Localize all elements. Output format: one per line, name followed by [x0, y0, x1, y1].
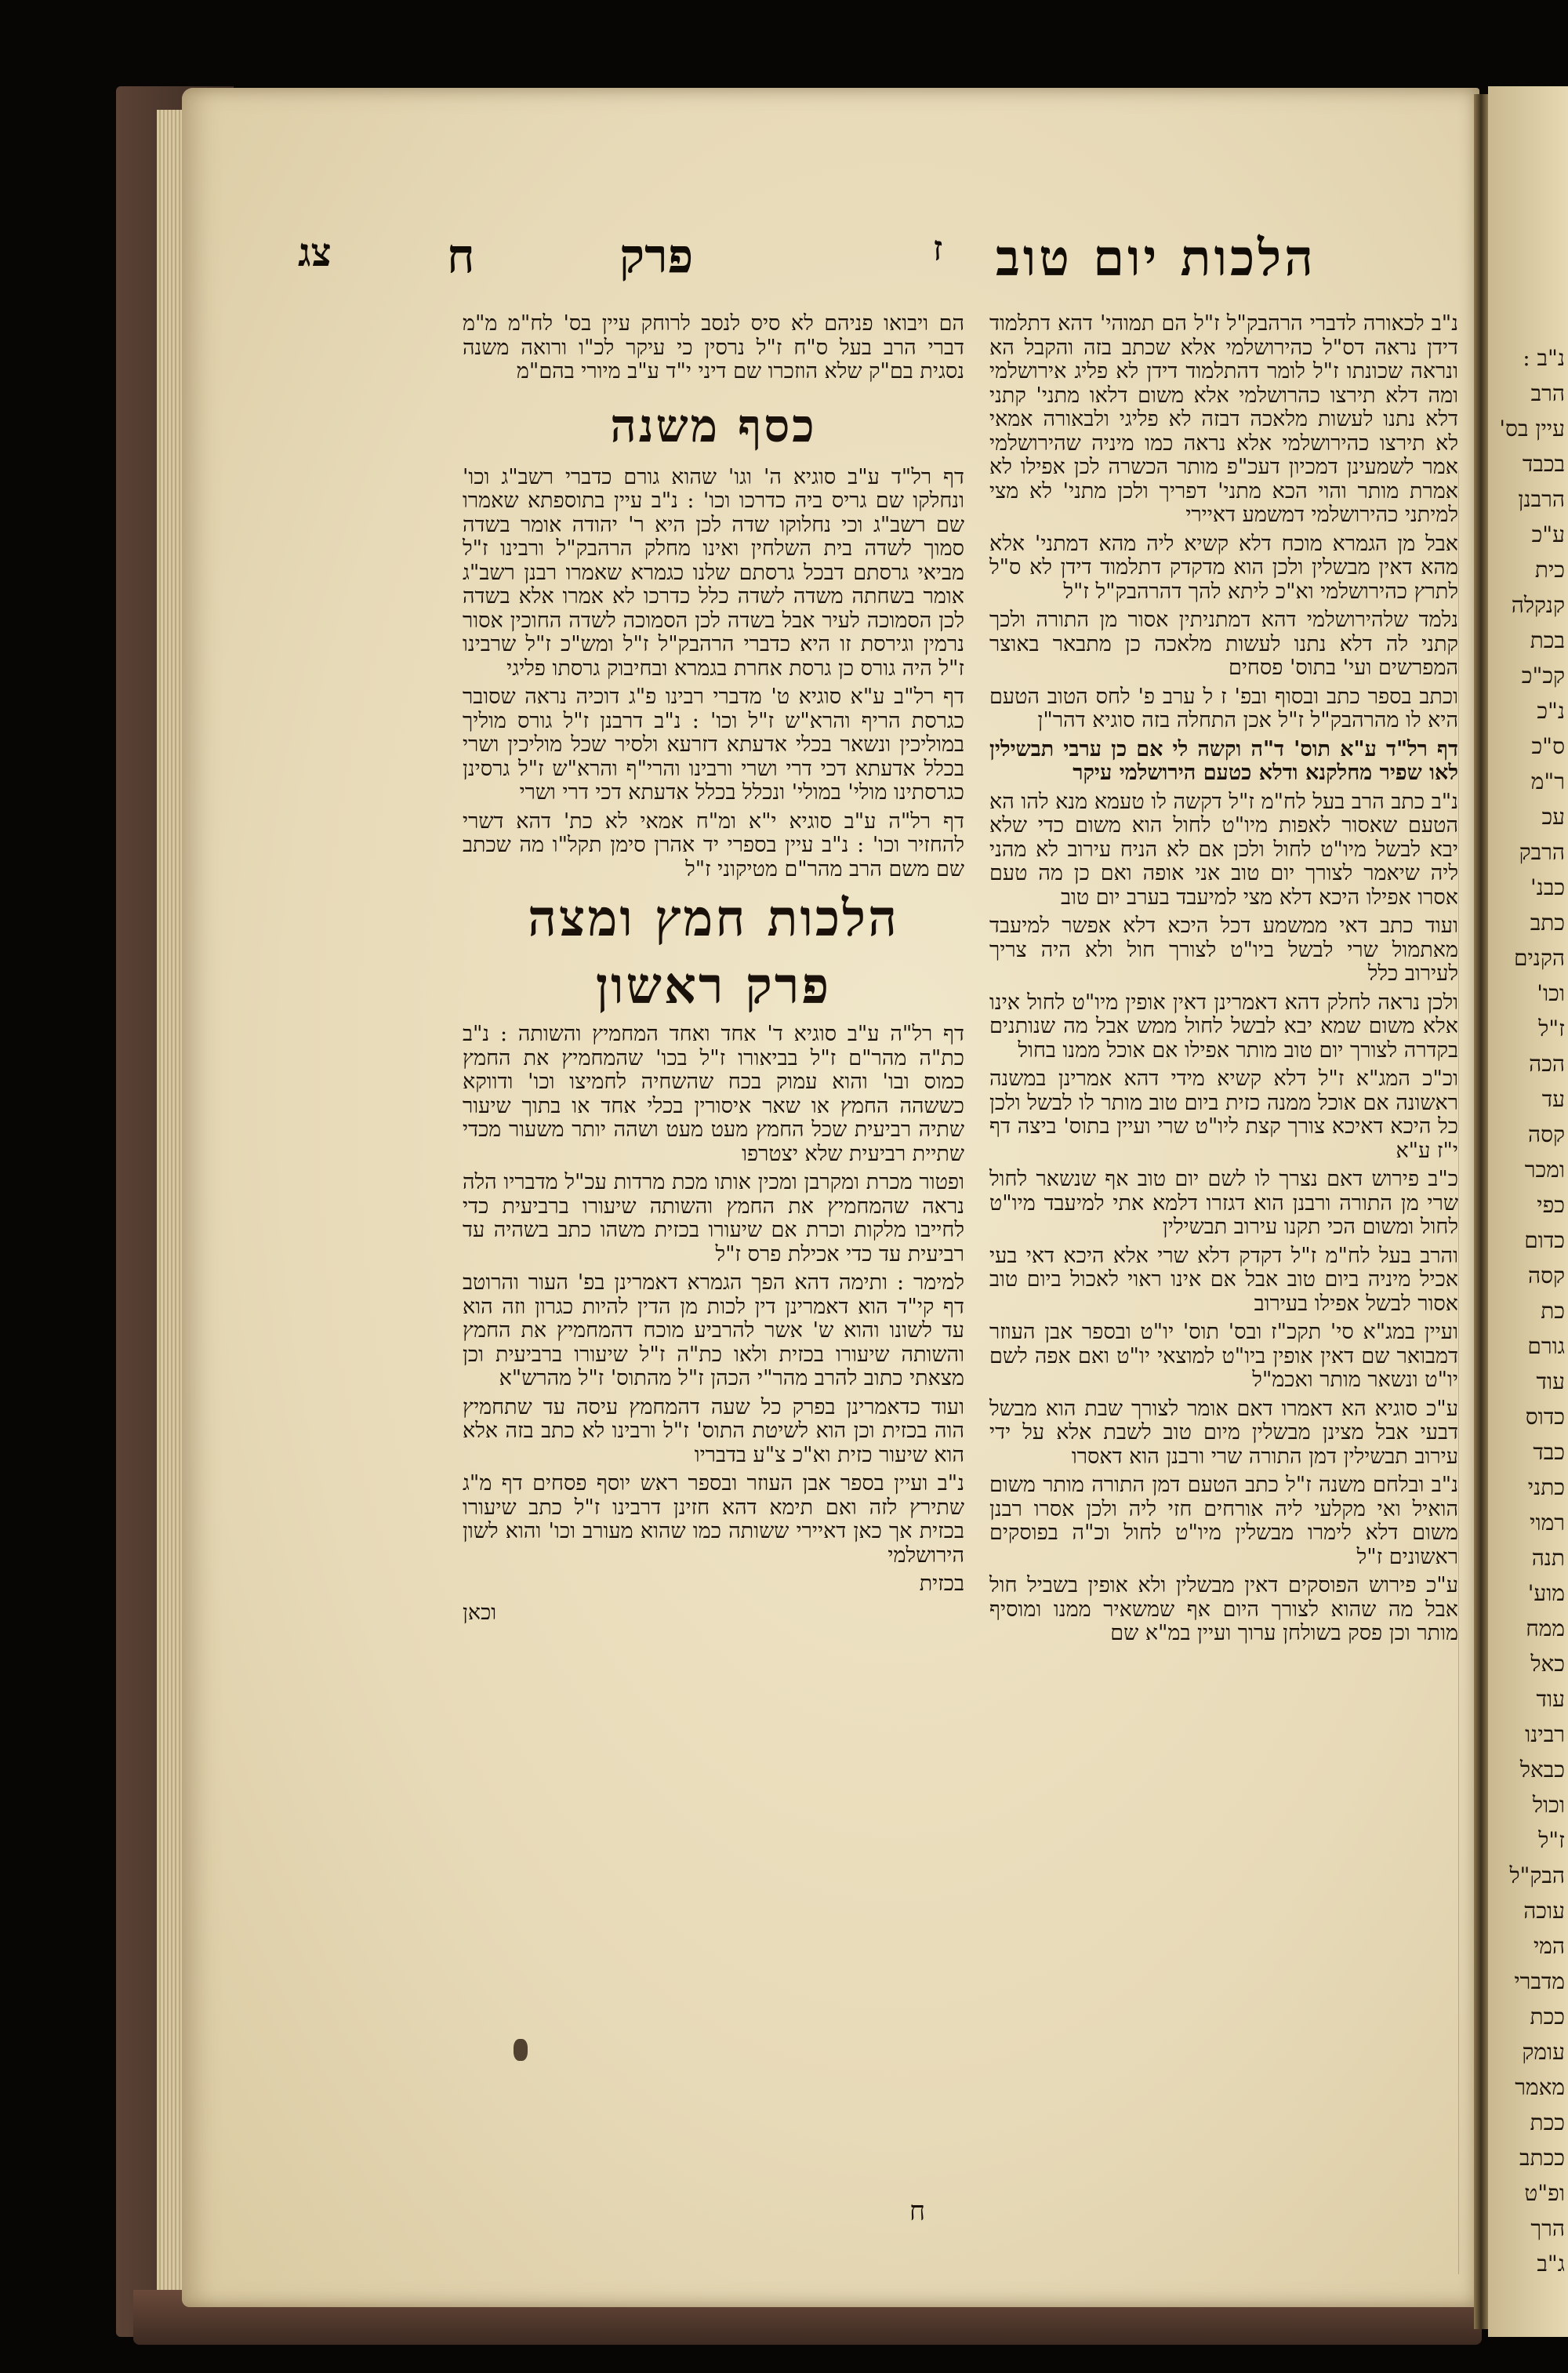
text-paragraph: ועוד כתב דאי ממשמע דכל היכא דלא אפשר למיעבד מאתמול שרי לבשל ביו"ט לצורך חול ולא היה צריך לעירוב כלל	[989, 914, 1458, 986]
next-page-line: ופ"ט	[1524, 2180, 1565, 2206]
next-page-line: כבד	[1533, 1439, 1565, 1465]
running-head-title: הלכות יום טוב	[996, 229, 1316, 288]
text-paragraph: דף רל"ב ע"א סוגיא ט' מדברי רבינו פ"ג דוכיה נראה שסובר כגרסת הריף והרא"ש ז"ל וכו' : נ"ב דרבנן ז"ל גורס מוליך במוליכין ונשאר בכלי אדעתא דזרעא ולסיר שכל מוליכין ושרי בכלל אדעתא דכי דרי ושרי ורבינו והרי"ף והרא"ש ז"ל גרסינן כגרסתינו מולי' במולי' ונכלל בכלל אדעתא דכי דרי ושרי	[463, 685, 964, 805]
next-page-line: קסה	[1527, 1263, 1565, 1288]
text-paragraph: ופטור מכרת ומקרבן ומכין אותו מכת מרדות עכ"ל מדבריו הלה נראה שהמחמיץ את החמץ והשותה שיעורו ברביעית כדי לחייבו מלקות וכרת אם שיעורו בכזית משהו כתב בשהיה עד רביעית עד כדי אכילת פרס ז"ל	[463, 1170, 964, 1266]
next-page-line: רמוי	[1530, 1510, 1565, 1535]
next-page-line: כבאל	[1519, 1757, 1565, 1782]
text-paragraph: ע"כ פירוש הפוסקים דאין מבשלין ולא אופין בשביל חול אבל מה שהוא לצורך היום אף שמשאיר ממנו ומוסיף מותר וכן פסק בשולחן ערוך ועיין במ"א שם	[989, 1573, 1458, 1645]
text-paragraph: וכ"כ המג"א ז"ל דלא קשיא מידי דהא אמרינן במשנה ראשונה אם אוכל ממנה כזית ביום טוב מותר לו לבשל ולכן כל היכא דאיכא צורך קצת ליו"ט שרי ועיין בתוס' ביצה דף י"ז ע"א	[989, 1067, 1458, 1163]
text-paragraph: ועוד כדאמרינן בפרק כל שעה דהמחמץ עיסה עד שתחמיץ הוה בכזית וכן הוא לשיטת התוס' ז"ל ורבינו לא כתב בזה אלא הוא שיעור כזית וא"כ צ"ע בדבריו	[463, 1394, 964, 1467]
next-page-line: קכ"כ	[1521, 663, 1565, 689]
next-page-line: עומק	[1522, 2039, 1565, 2065]
next-page-line: ס"כ	[1531, 733, 1565, 759]
next-page-line: ז"ל	[1538, 1827, 1565, 1853]
text-paragraph: ולכן נראה לחלק דהא דאמרינן דאין אופין מיו"ט לחול אינו אלא משום שמא יבא לבשל לחול ממש אבל מה שנותנים בקדרה לצורך יום טוב מותר אפילו אם אוכל ממנו בחול	[989, 990, 1458, 1063]
next-page-line: תנה	[1531, 1545, 1565, 1571]
section-heading-kesef-mishneh: כסף משנה	[610, 398, 817, 452]
text-paragraph: והרב בעל לח"מ ז"ל דקדק דלא שרי אלא היכא דאי בעי אכיל מיניה ביום טוב אבל אם אינו ראוי לאכול ביום טוב אסור לבשל אפילו בעירוב	[989, 1243, 1458, 1316]
text-paragraph: נ"ב לכאורה לדברי הרהבק"ל ז"ל הם תמוהי' דהא דתלמוד דידן נראה דס"ל כהירושלמי אלא שכתב בזה והקבל הא ונראה שכונתו ז"ל לומר דהתלמוד דידן לא פליג אירושלמי ומה דלא תירצו כהרושלמי אלא משום דלאו מתני' קתני דלא נתנו לעשות מלאכה דבזה לא פליגי ולבאורה אמאי לא תירצו כהירושלמי אלא נראה כמו מיניה שהירושלמי אמר לשמעינן דמכיון דעכ"פ מותר הכשרה לכן אפילו לא אמרת מותר והוי הכא מתני' דפריך ולכן מתני' לא מצי למיתני כהירושלמי דמשמע דאיירי	[989, 311, 1458, 527]
next-page-line: ממח	[1526, 1615, 1565, 1641]
book-gutter	[1474, 94, 1488, 2329]
running-head-letter: ז	[933, 229, 943, 269]
next-page-line: ר"מ	[1530, 769, 1565, 794]
next-page-line: קסה	[1527, 1121, 1565, 1147]
next-page-line: כתב	[1530, 910, 1565, 936]
next-page-line: עיין בס'	[1499, 416, 1565, 442]
next-page-line: ז"ל	[1538, 1016, 1565, 1041]
text-paragraph: נ"ב ועיין בספר אבן העוזר ובספר ראש יוסף פסחים דף מ"ג שתירץ לזה ואם תימא דהא חזינן דרבינו ז"ל כתב שיעורו בכזית אך כאן דאיירי ששותה כמו שהוא מעורב וכו' והוא לשון הירושלמי	[463, 1471, 964, 1568]
next-page-line: ע"כ	[1531, 521, 1565, 547]
next-page-line: כבנ'	[1530, 874, 1565, 900]
next-page-line: עכ	[1541, 804, 1565, 830]
folio-number: צג	[298, 229, 332, 275]
catchword: וכאן	[463, 1600, 497, 1625]
section-heading-chapter-one: פרק ראשון	[595, 957, 832, 1016]
next-page-line: קנקלה	[1511, 592, 1565, 618]
text-paragraph: דף רל"ד ע"ב סוגיא ה' וגו' שהוא גורם כדברי רשב"ג וכו' ונחלקו שם גריס ביה כדרכו וכו' : נ"ב עיין בתוספתא שאמרו שם רשב"ג וכי נחלוקו שדה לכן היא ר' יהודה אומר בשדה סמוך לשדה בית השלחין ואינו מחלק הרהבק"ל ורבינו ז"ל מביאי גרסתם דבכל גרסתם שלנו כגמרא שאמרו רבנן רשב"ג אומר בשחתה משדה לשדה כלל כדרכו לא אמרו אלא בשדה לכן הסמוכה לעיר אבל בשדה לכן הסמוכה לשדה החוכין אסור נרמין וגירסת זו היא כדברי הרהבק"ל ז"ל ומש"כ ז"ל שרבינו ז"ל היה גורס כן גרסת אחרת בגמרא ובחיבוק גרסתו פליגי	[463, 464, 964, 681]
next-page-line: ככת	[1530, 2110, 1565, 2135]
running-head-chapter-label: פרק	[619, 229, 694, 284]
next-page-line: עד	[1541, 1086, 1565, 1112]
next-page-line: רבינו	[1525, 1721, 1565, 1747]
closing-line: בכזית	[919, 1572, 964, 1596]
text-paragraph: דף רל"ה ע"ב סוגיא י"א ומ"ח אמאי לא כת' דהא דשרי להחזיר וכו' : נ"ב עיין בספרי יד אהרן סימן תקל"ו מה שכתב שם משם הרב מהר"ם מטיקוני ז"ל	[463, 809, 964, 881]
ink-stain	[514, 2039, 528, 2061]
text-paragraph: נ"ב כתב הרב בעל לח"מ ז"ל דקשה לו טעמא מנא להו הא הטעם שאסור לאפות מיו"ט לחול הוא משום כדי שלא יבא לבשל מיו"ט לחול ולכן אם לא הניח עירוב לא מהני ליה שיאמר לצורך יום טוב אני אופה ואם כן מה טעם אסרו אפילו היכא דלא מצי למיעבד בערב יום טוב	[989, 789, 1458, 910]
next-page-line: בכת	[1530, 627, 1565, 653]
next-page-line: כפי	[1537, 1192, 1565, 1218]
next-page-line: ג"ב	[1537, 2251, 1565, 2277]
next-page-line: הכה	[1529, 1051, 1565, 1077]
text-paragraph: דף רל"ה ע"ב סוגיא ד' אחד ואחד המחמיץ והשותה : נ"ב כת"ה מהר"ם ז"ל בביאורו ז"ל בכו' שהמחמיץ את החמץ כמוס ובו' והוא עמוק בכח שהשחיה לחמיצו וכו' ודווקא כששהה החמץ או שאר איסורין בכלי אחד או בתוך שיעור שתיה רביעית שכל החמץ מעט מעט ושהה יותר משעור מכדי שתיית רביעית שלא יצטרפו	[463, 1022, 964, 1166]
next-page-line: הקנים	[1513, 945, 1565, 971]
text-paragraph: ע"כ סוגיא הא דאמרו דאם אומר לצורך שבת הוא מבשל דבעי אבל מצינן מבשלין מיום טוב לשבת אלא על ידי עירוב תבשילין דמן התורה שרי ורבנן הוא דאסרו	[989, 1396, 1458, 1469]
next-page-line: בכבד	[1522, 451, 1565, 477]
right-text-column	[989, 312, 1458, 1651]
section-heading-hametz-umatzah: הלכות חמץ ומצה	[528, 889, 899, 948]
next-page-line: מדברי	[1514, 1968, 1565, 1994]
next-page-line: נ"ב :	[1523, 345, 1565, 371]
next-page-line: ככת	[1530, 2004, 1565, 2030]
next-page-line: וכו'	[1537, 980, 1565, 1006]
next-page-line: כת	[1541, 1298, 1565, 1324]
signature-mark: ח	[909, 2196, 926, 2227]
column-margin-line	[1458, 471, 1459, 2274]
next-page-line: נ"כ	[1537, 698, 1565, 724]
next-page-line: הרב	[1530, 380, 1565, 406]
text-paragraph: ועיין במג"א סי' תקכ"ז ובס' תוס' יו"ט ובספר אבן העוזר דמבואר שם דאין אופין ביו"ט למוצאי יו"ט ואם אפה לשם יו"ט ונשאר מותר ואכמ"ל	[989, 1320, 1458, 1392]
text-paragraph: למימר : ותימה דהא הפך הגמרא דאמרינן בפ' העור והרוטב דף קי"ד הוא דאמרינן דין לכות מן הדין להיות כגרון וזה הוא עד לשונו והוא ש' אשר להרביע מוכח דהמחמיץ את החמץ והשותה שיעורו בכזית ולאו כת"ה ז"ל שיעורו ברביעית וכן מצאתי כתוב להרב מהר"י הכהן ז"ל מהתוס' ז"ל מהרש"א	[463, 1270, 964, 1390]
running-head-chapter-number: ח	[447, 229, 475, 284]
next-page-line: ככתב	[1519, 2145, 1565, 2171]
next-page-line: כאל	[1530, 1651, 1565, 1677]
next-page-line: וכול	[1532, 1792, 1565, 1818]
next-page-line: גורם	[1527, 1333, 1565, 1359]
next-page-line: הרבק	[1519, 839, 1565, 865]
next-page-line: הבק"ל	[1509, 1862, 1565, 1888]
next-page-line: הרך	[1530, 2215, 1565, 2241]
next-page-line: כתני	[1527, 1474, 1565, 1500]
next-page-line: עוכה	[1523, 1898, 1565, 1924]
next-page-line: כדוס	[1525, 1404, 1565, 1430]
next-page-line: כית	[1534, 557, 1565, 583]
next-page-line: כדום	[1524, 1227, 1565, 1253]
reference-line: דף רל"ד ע"א תוס' ד"ה וקשה לי אם כן ערבי תבשילין לאו שפיר מחלקנא ודלא כטעם הירושלמי עיקר	[989, 736, 1458, 785]
next-page-line: הרבנן	[1518, 486, 1565, 512]
next-page-line: ומכר	[1524, 1157, 1565, 1183]
left-text-column	[463, 312, 964, 1630]
next-page-line: המי	[1533, 1933, 1565, 1959]
next-page-line: עוד	[1536, 1686, 1565, 1712]
text-paragraph: וכתב בספר כתב ובסוף ובפ' ז ל ערב פ' לחס הטוב הטעם היא לו מהרהבק"ל ז"ל אכן התחלה בזה סוגיא דהר"ן	[989, 684, 1458, 732]
text-paragraph: נ"ב ובלחם משנה ז"ל כתב הטעם דמן התורה מותר משום הואיל ואי מקלעי ליה אורחים חזי ליה ולכן אסרו רבנן משום דלא לימרו מבשלין מיו"ט לחול וכ"ה בפוסקים ראשונים ז"ל	[989, 1473, 1458, 1569]
next-page-line: מאמר	[1515, 2074, 1565, 2100]
next-page-line: עוד	[1536, 1368, 1565, 1394]
intro-paragraph: הם ויבואו פניהם לא סיס לנסב לרוחק עיין בס' לח"מ מ"מ דברי הרב בעל ס"ח ז"ל נרסין כי עיקר לכ"ו ורואה משנה נסגית בם"ק שלא הוזכרו שם דיני י"ד ע"ב מיורי בהם"מ	[463, 311, 964, 383]
text-paragraph: כ"ב פירוש דאם נצרך לו לשם יום טוב אף שנשאר לחול שרי מן התורה ורבנן הוא דגזרו דלמא אתי למיעבד מיו"ט לחול ומשום הכי תקנו עירוב תבשילין	[989, 1167, 1458, 1239]
text-paragraph: אבל מן הגמרא מוכח דלא קשיא ליה מהא דמתני' אלא מהא דאין מבשלין ולכן הוא מדקדק דתלמוד דידן לא ס"ל לתרץ כהירושלמי וא"כ ליתא להך דהרהבק"ל ז"ל	[989, 531, 1458, 604]
next-page-line: מוע'	[1527, 1580, 1565, 1606]
text-paragraph: נלמד שלהירושלמי דהא דמתניתין אסור מן התורה ולכך קתני לה דלא נתנו לעשות מלאכה כן מתבאר באוצר המפרשים ועי' בתוס' פסחים	[989, 608, 1458, 680]
